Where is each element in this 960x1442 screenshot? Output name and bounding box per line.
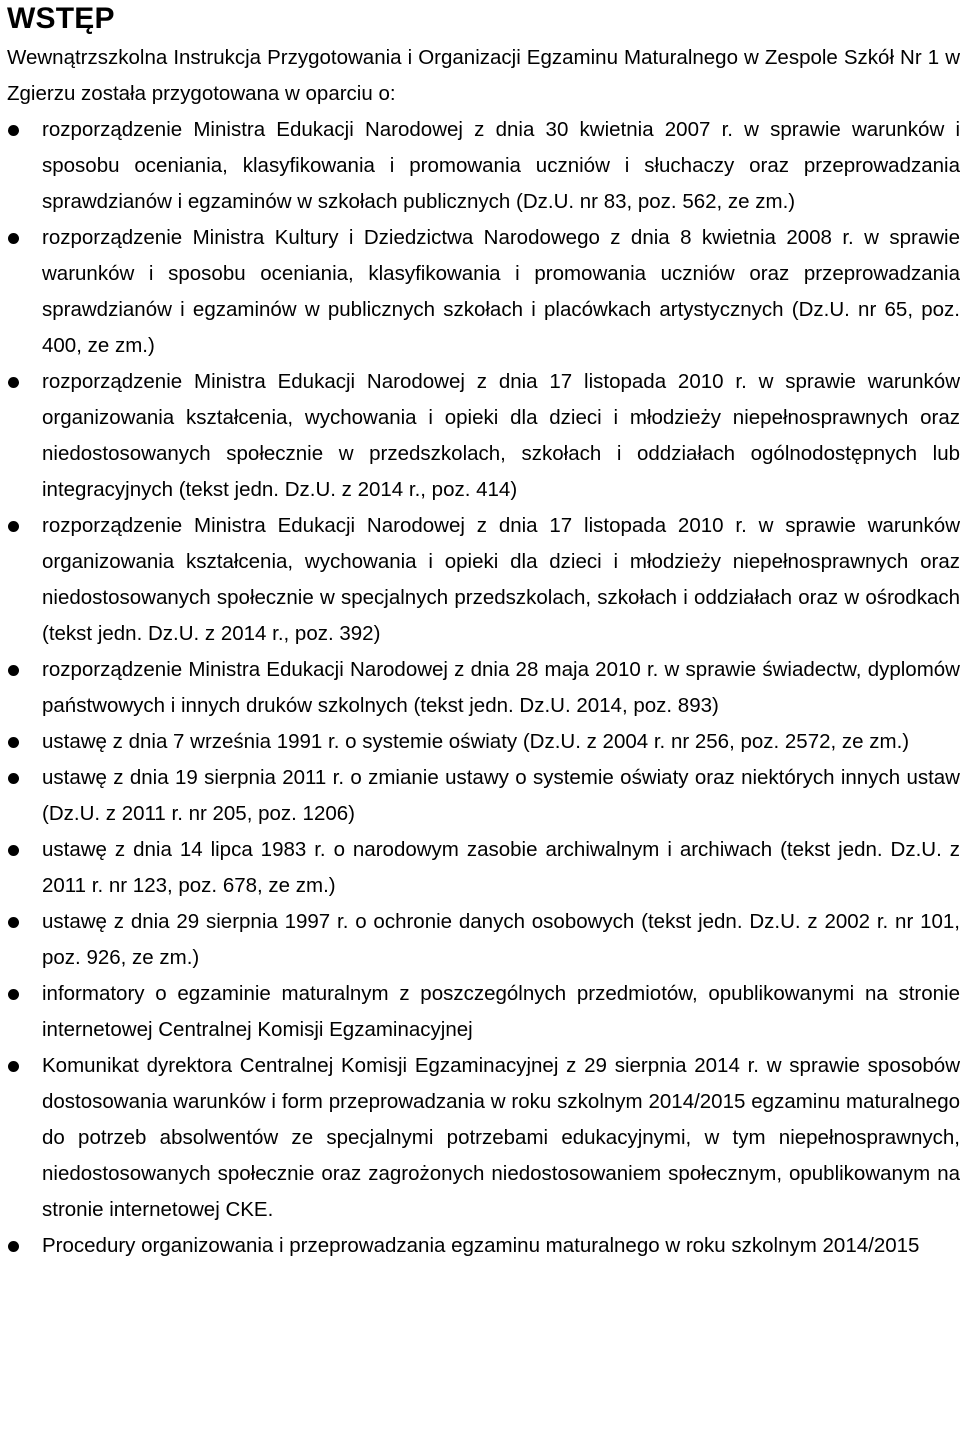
bullet-dot-icon [8, 377, 19, 388]
legal-basis-list [7, 112, 960, 1264]
list-item [7, 508, 960, 652]
list-item-text: ustawę z dnia 14 lipca 1983 r. o narodowym zasobie archiwalnym i archiwach (tekst jedn. Dz.U. z 2011 r. nr 123, poz. 678, ze zm.) [42, 838, 960, 897]
document-page [7, 0, 960, 1264]
list-item [7, 364, 960, 508]
list-item-text: ustawę z dnia 7 września 1991 r. o systemie oświaty (Dz.U. z 2004 r. nr 256, poz. 2572, ze zm.) [42, 730, 910, 753]
list-item-text: ustawę z dnia 29 sierpnia 1997 r. o ochronie danych osobowych (tekst jedn. Dz.U. z 2002 r. nr 101, poz. 926, ze zm.) [42, 910, 960, 969]
list-item [7, 652, 960, 724]
list-item-text: rozporządzenie Ministra Edukacji Narodowej z dnia 30 kwietnia 2007 r. w sprawie warunków i sposobu oceniania, klasyfikowania i promowania uczniów i słuchaczy oraz przeprowadzania sprawdzianów i egzaminów w szkołach publicznych (Dz.U. nr 83, poz. 562, ze zm.) [42, 118, 960, 213]
list-item-text: Procedury organizowania i przeprowadzania egzaminu maturalnego w roku szkolnym 2014/2015 [42, 1234, 920, 1257]
list-item [7, 220, 960, 364]
list-item [7, 1228, 960, 1264]
bullet-dot-icon [8, 521, 19, 532]
bullet-dot-icon [8, 773, 19, 784]
bullet-dot-icon [8, 917, 19, 928]
list-item [7, 904, 960, 976]
list-item [7, 760, 960, 832]
document-heading: WSTĘP [7, 2, 115, 35]
list-item-text: rozporządzenie Ministra Edukacji Narodowej z dnia 17 listopada 2010 r. w sprawie warunków organizowania kształcenia, wychowania i opieki dla dzieci i młodzieży niepełnosprawnych oraz niedostosowanych społecznie w specjalnych przedszkolach, szkołach i oddziałach oraz w ośrodkach (tekst jedn. Dz.U. z 2014 r., poz. 392) [42, 514, 960, 645]
list-item [7, 832, 960, 904]
list-item-text: informatory o egzaminie maturalnym z poszczególnych przedmiotów, opublikowanymi na stronie internetowej Centralnej Komisji Egzaminacyjnej [42, 982, 960, 1041]
list-item-text: ustawę z dnia 19 sierpnia 2011 r. o zmianie ustawy o systemie oświaty oraz niektórych innych ustaw (Dz.U. z 2011 r. nr 205, poz. 1206) [42, 766, 960, 825]
bullet-dot-icon [8, 1061, 19, 1072]
bullet-dot-icon [8, 1241, 19, 1252]
list-item [7, 112, 960, 220]
bullet-dot-icon [8, 737, 19, 748]
list-item-text: rozporządzenie Ministra Edukacji Narodowej z dnia 17 listopada 2010 r. w sprawie warunków organizowania kształcenia, wychowania i opieki dla dzieci i młodzieży niepełnosprawnych oraz niedostosowanych społecznie w przedszkolach, szkołach i oddziałach ogólnodostępnych lub integracyjnych (tekst jedn. Dz.U. z 2014 r., poz. 414) [42, 370, 960, 501]
list-item-text: Komunikat dyrektora Centralnej Komisji Egzaminacyjnej z 29 sierpnia 2014 r. w sprawie sposobów dostosowania warunków i form przeprowadzania w roku szkolnym 2014/2015 egzaminu maturalnego do potrzeb absolwentów ze specjalnymi potrzebami edukacyjnymi, w tym niepełnosprawnych, niedostosowanych społecznie oraz zagrożonych niedostosowaniem społecznym, opublikowanym na stronie internetowej CKE. [42, 1054, 960, 1221]
bullet-dot-icon [8, 989, 19, 1000]
bullet-dot-icon [8, 665, 19, 676]
list-item [7, 1048, 960, 1228]
bullet-dot-icon [8, 233, 19, 244]
list-item-text: rozporządzenie Ministra Kultury i Dziedzictwa Narodowego z dnia 8 kwietnia 2008 r. w sprawie warunków i sposobu oceniania, klasyfikowania i promowania uczniów oraz przeprowadzania sprawdzianów i egzaminów w publicznych szkołach i placówkach artystycznych (Dz.U. nr 65, poz. 400, ze zm.) [42, 226, 960, 357]
bullet-dot-icon [8, 125, 19, 136]
list-item-text: rozporządzenie Ministra Edukacji Narodowej z dnia 28 maja 2010 r. w sprawie świadectw, dyplomów państwowych i innych druków szkolnych (tekst jedn. Dz.U. 2014, poz. 893) [42, 658, 960, 717]
intro-paragraph: Wewnątrzszkolna Instrukcja Przygotowania i Organizacji Egzaminu Maturalnego w Zespole Szkół Nr 1 w Zgierzu została przygotowana w oparciu o: [7, 46, 960, 105]
bullet-dot-icon [8, 845, 19, 856]
list-item [7, 976, 960, 1048]
list-item [7, 724, 960, 760]
